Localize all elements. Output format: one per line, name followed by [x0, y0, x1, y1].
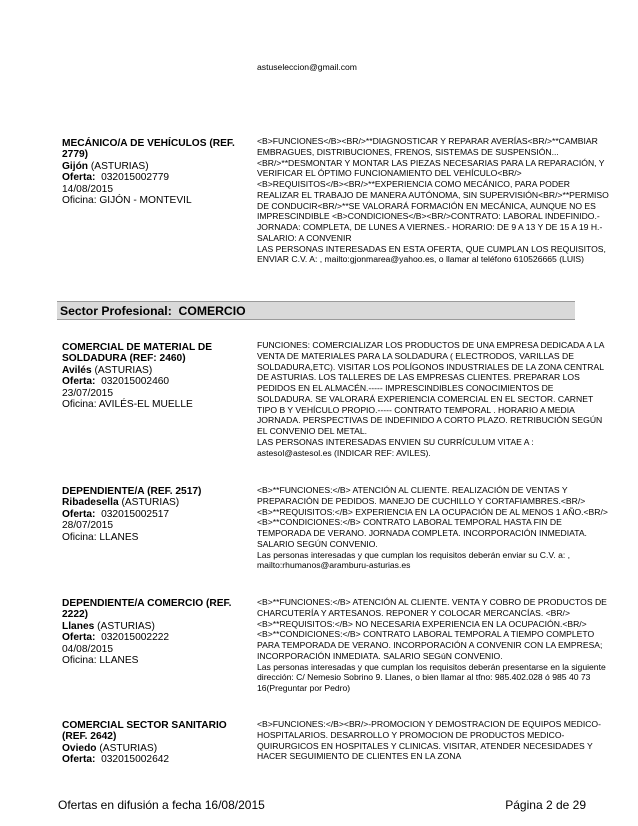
job-description: [257, 340, 609, 458]
job-summary: [62, 598, 242, 666]
job-offer: [62, 509, 242, 520]
job-contact-text: LAS PERSONAS INTERESADAS EN ESTA OFERTA, QUE CUMPLAN LOS REQUISITOS, ENVIAR C.V. A: , mailto:gjonmarea@yahoo.es, o llamar al teléfono 610526665 (LUIS): [257, 243, 606, 265]
job-description-text: FUNCIONES: COMERCIALIZAR LOS PRODUCTOS DE UNA EMPRESA DEDICADA A LA VENTA DE MATERIALES PARA LA SOLDADURA ( ELECTRODOS, VARILLAS DE SOLDADURA,ETC). VISITAR LOS POLÍGONOS INDUSTRIALES DE LA ZONA CENTRAL DE ASTURIAS. LOS TALLERES DE LAS EMPRESAS CLIENTES. PREPARAR LOS PEDIDOS EN EL ALMACÉN.----- IMPRESCINDIBLES CONOCIMIENTOS DE SOLDADURA. SE VALORARÁ EXPERIENCIA COMERCIAL EN EL SECTOR. CARNET TIPO B Y VEHÍCULO PROPIO.----- CONTRATO TEMPORAL . HORARIO A MEDIA JORNADA. PERSPECTIVAS DE INDEFINIDO A CORTO PLAZO. RETRIBUCIÓN SEGÚN EL CONVENIO DEL METAL.: [257, 340, 605, 436]
sector-label: Sector Profesional:: [60, 304, 172, 318]
job-description: [257, 597, 609, 694]
job-office: Oficina: LLANES: [62, 655, 139, 667]
job-date: 23/07/2015: [62, 387, 113, 399]
job-region: (ASTURIAS): [94, 364, 153, 376]
job-city: Oviedo: [62, 742, 97, 754]
job-description: [257, 719, 609, 762]
job-title[interactable]: MECÁNICO/A DE VEHÍCULOS (REF. 2779): [62, 138, 235, 161]
job-title[interactable]: DEPENDIENTE/A COMERCIO (REF. 2222): [62, 598, 232, 621]
job-summary: [62, 486, 242, 543]
job-city: Avilés: [62, 364, 92, 376]
job-region: (ASTURIAS): [97, 620, 155, 632]
job-city: Llanes: [62, 620, 95, 632]
job-city: Ribadesella: [62, 497, 119, 509]
job-description: [257, 136, 609, 265]
job-offer: [62, 376, 242, 387]
job-region: (ASTURIAS): [99, 742, 158, 754]
job-city: Gijón: [62, 160, 89, 172]
footer-date: Ofertas en difusión a fecha 16/08/2015: [58, 798, 265, 812]
job-location: [62, 621, 242, 632]
job-location: [62, 497, 242, 508]
job-title[interactable]: COMERCIAL DE MATERIAL DE SOLDADURA (REF: 2460): [62, 342, 212, 365]
job-title[interactable]: DEPENDIENTE/A (REF. 2517): [62, 486, 202, 497]
offer-number: 032015002222: [101, 632, 170, 644]
job-office: Oficina: GIJÓN - MONTEVIL: [62, 195, 192, 207]
top-email: astuseleccion@gmail.com: [257, 62, 357, 72]
offer-number: 032015002642: [101, 754, 170, 766]
page-number: Página 2 de 29: [505, 798, 586, 812]
job-title[interactable]: COMERCIAL SECTOR SANITARIO (REF. 2642): [62, 720, 227, 743]
job-description-text: <B>FUNCIONES:</B><BR/>-PROMOCION Y DEMOSTRACION DE EQUIPOS MEDICO-HOSPITALARIOS. DESARROLLO Y PROMOCION DE PRODUCTOS MEDICO-QUIRURGICOS EN HOSPITALES Y CLINICAS. VISITAR, ATENDER NECESIDADES Y HACER SEGUIMIENTO DE CLIENTES EN LA ZONA: [257, 719, 601, 762]
job-offer: [62, 754, 242, 765]
job-description: [257, 485, 609, 571]
job-location: [62, 161, 242, 172]
job-contact-text: Las personas interesadas y que cumplan los requisitos deberán enviar su C.V. a: , mailto:rhumanos@aramburu-asturias.es: [257, 549, 571, 571]
job-description-text: <B>**FUNCIONES:</B> ATENCIÓN AL CLIENTE. VENTA Y COBRO DE PRODUCTOS DE CHARCUTERÍA Y ARTESANOS. REPONER Y COLOCAR MERCANCÍAS. <BR/> <B>**REQUISITOS:</B> NO NECESARIA EXPERIENCIA EN LA OCUPACIÓN.<BR/> <B>**CONDICIONES:</B> CONTRATO LABORAL TEMPORAL A TIEMPO COMPLETO PARA TEMPORADA DE VERANO. INCORPORACIÓN A CONVENIR CON LA EMPRESA; INCORPORACIÓN INMEDIATA. SALARIO SEGúN CONVENIO.: [257, 597, 607, 661]
offer-label: Oferta:: [62, 508, 96, 520]
job-date: 04/08/2015: [62, 643, 113, 655]
job-contact-text: LAS PERSONAS INTERESADAS ENVIEN SU CURRÍCULUM VITAE A : astesol@astesol.es (INDICAR REF: AVILES).: [257, 436, 534, 458]
job-description-text: <B>FUNCIONES</B><BR/>**DIAGNOSTICAR Y REPARAR AVERÍAS<BR/>**CAMBIAR EMBRAGUES, DISTRIBUCIONES, FRENOS, SISTEMAS DE SUSPENSIÓN...<BR/>**DESMONTAR Y MONTAR LAS PIEZAS NECESARIAS PARA LA REPARACIÓN, Y VERIFICAR EL ÓPTIMO FUNCIONAMIENTO DEL VEHÍCULO<BR/> <B>REQUISITOS</B><BR/>**EXPERIENCIA COMO MECÁNICO, PARA PODER REALIZAR EL TRABAJO DE MANERA AUTÓNOMA, SIN SUPERVISIÓN<BR/>**PERMISO DE CONDUCIR<BR/>**SE VALORARÁ FORMACIÓN EN MECÁNICA, AUNQUE NO ES IMPRESCINDIBLE <B>CONDICIONES</B><BR/>CONTRATO: LABORAL INDEFINIDO.- JORNADA: COMPLETA, DE LUNES A VIERNES.- HORARIO: DE 9 A 13 Y DE 15 A 19 H.- SALARIO: A CONVENIR: [257, 136, 609, 243]
job-office: Oficina: LLANES: [62, 531, 139, 543]
offer-label: Oferta:: [62, 172, 96, 184]
job-date: 14/08/2015: [62, 183, 113, 195]
job-offer: [62, 632, 242, 643]
offer-label: Oferta:: [62, 376, 96, 388]
job-description-text: <B>**FUNCIONES:</B> ATENCIÓN AL CLIENTE. REALIZACIÓN DE VENTAS Y PREPARACIÓN DE PEDIDOS. MANEJO DE CUCHILLO Y CORTAFIAMBRES.<BR/> <B>**REQUISITOS:</B> EXPERIENCIA EN LA OCUPACIÓN DE AL MENOS 1 AÑO.<BR/> <B>**CONDICIONES:</B> CONTRATO LABORAL TEMPORAL HASTA FIN DE TEMPORADA DE VERANO. JORNADA COMPLETA. INCORPORACIÓN INMEDIATA. SALARIO SEGÚN CONVENIO.: [257, 485, 608, 549]
offer-number: 032015002517: [101, 508, 170, 520]
job-summary: [62, 342, 242, 410]
sector-header: [57, 301, 575, 320]
job-summary: [62, 138, 242, 206]
job-offer: [62, 172, 242, 183]
offer-number: 032015002779: [101, 172, 170, 184]
job-office: Oficina: AVILÉS-EL MUELLE: [62, 399, 193, 411]
job-summary: [62, 720, 242, 766]
offer-label: Oferta:: [62, 632, 96, 644]
job-location: [62, 365, 242, 376]
sector-name: COMERCIO: [178, 304, 246, 318]
job-location: [62, 743, 242, 754]
job-region: (ASTURIAS): [90, 160, 149, 172]
job-date: 28/07/2015: [62, 520, 113, 532]
offer-number: 032015002460: [101, 376, 170, 388]
offer-label: Oferta:: [62, 754, 96, 766]
job-region: (ASTURIAS): [121, 497, 180, 509]
job-contact-text: Las personas interesadas y que cumplan los requisitos deberán presentarse en la siguiente dirección: C/ Nemesio Sobrino 9. Llanes, o bien llamar al tfno: 985.402.028 ó 985 40 73 16(Preguntar por Pedro): [257, 661, 606, 693]
